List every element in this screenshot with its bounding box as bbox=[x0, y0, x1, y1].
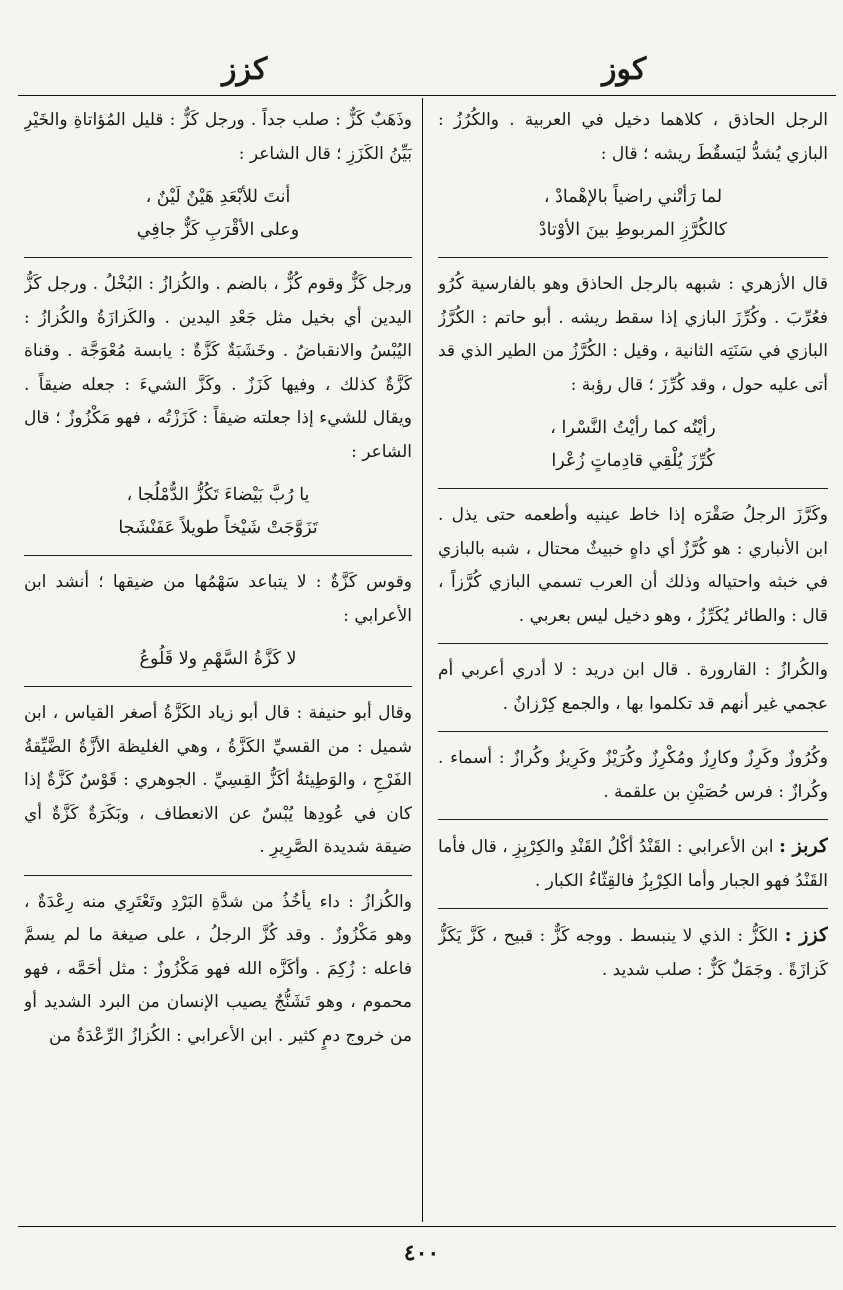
entry-text: ابن الأعرابي : القَنْدُ أكْلُ القَنْدِ والكِرْبِزِ ، قال فأما القَنْدُ فهو الجبار وأما الكِرْبِزُ فالقِثّاءُ الكبار . bbox=[438, 837, 828, 891]
right-header-word: كوز bbox=[602, 52, 647, 87]
verse-line: رأيْتُه كما رأيْتُ النَّسْرا ، bbox=[550, 418, 716, 438]
verse-line: تَزَوَّجَتْ شَيْخاً طويلاً عَفَنْشَجا bbox=[118, 518, 318, 538]
section-separator bbox=[438, 819, 828, 820]
section-separator bbox=[438, 731, 828, 732]
entry-karbaz bbox=[438, 830, 828, 898]
section-separator bbox=[24, 257, 412, 258]
entry-headword: كربز : bbox=[778, 835, 828, 857]
bottom-rule bbox=[18, 1226, 836, 1227]
left-paragraph-3: وقوس كَزَّةٌ : لا يتباعد سَهْمُها من ضيقها ؛ أنشد ابن الأعرابي : bbox=[24, 572, 412, 626]
verse-line: كُرِّزَ يُلْقِي قادِماتٍ زُعْرا bbox=[551, 451, 715, 471]
entry-text: الكَزُّ : الذي لا ينبسط . ووجه كَزٌّ : قبيح ، كَزَّ يَكَزُّ كَزازَةً . وجَمَلٌ كَزٌّ : صلب شديد . bbox=[438, 926, 828, 980]
right-column bbox=[438, 104, 828, 1219]
verse-line: وعلى الأقْرَبِ كَزٌّ جافِي bbox=[136, 220, 300, 240]
verse-line: كالكُرَّزِ المربوطِ بينَ الأوْتادْ bbox=[538, 220, 728, 240]
left-verse-1 bbox=[24, 181, 412, 247]
left-header-word: كزز bbox=[222, 52, 268, 87]
left-paragraph-2: ورجل كَزٌّ وقوم كُزٌّ ، بالضم . والكُزازُ : البُخْلُ . ورجل كَزُّ اليدين أي بخيل مثل جَعْدِ اليدين . والكَزازَةُ والكُزازُ : اليُبْسُ والانقباضُ . وخَشَبَةٌ كَزَّةٌ : يابسة مُعْوَجَّة . وقناة كَزَّةٌ كذلك ، وفيها كَزَزٌ . وكَزَّ الشيءَ : جعله ضيقاً . ويقال للشيء إذا جعلته ضيقاً : كَزَزْتُه ، فهو مَكْزُوزٌ ؛ قال الشاعر : bbox=[24, 274, 412, 462]
section-separator bbox=[438, 257, 828, 258]
left-column bbox=[24, 104, 412, 1219]
left-verse-2 bbox=[24, 479, 412, 545]
right-verse-2 bbox=[438, 412, 828, 478]
verse-line: يا رُبَّ بَيْضاءَ تَكُزُّ الدُّمْلُجا ، bbox=[126, 485, 310, 505]
left-paragraph-5: والكُزازُ : داء يأخُذُ من شدَّةِ البَرْدِ وتَعْتَرِي منه رِعْدَةٌ ، وهو مَكْزُوزٌ . وقد كُزَّ الرجلُ ، على صيغة ما لم يسمَّ فاعله : زُكِمَ . وأكَزَّه الله فهو مَكْزُوزٌ : مثل أحَمَّه ، فهو محموم ، وهو تَشَنُّجٌ يصيب الإنسان من البرد الشديد أو من خروج دمٍ كثير . ابن الأعرابي : الكُزازُ الرِّعْدَةُ من bbox=[24, 891, 412, 1046]
left-verse-3 bbox=[24, 643, 412, 676]
section-separator bbox=[24, 686, 412, 687]
column-divider bbox=[422, 98, 423, 1222]
verse-line: لما رَأتْني راضياً بالإهْمادْ ، bbox=[543, 187, 723, 207]
page-number: ٤٠٠ bbox=[403, 1240, 440, 1266]
right-paragraph-5: وكُرُوزٌ وكَرِزٌ وكارِزٌ ومُكْرِزٌ وكُرَيْزٌ وكَرِيزٌ وكُرازٌ : أسماء . وكُرازٌ : فرس حُصَيْنِ بن علقمة . bbox=[438, 748, 828, 802]
section-separator bbox=[438, 488, 828, 489]
left-paragraph-4: وقال أبو حنيفة : قال أبو زياد الكَزَّةُ أصغر القياس ، ابن شميل : من القسيِّ الكَزَّةُ ، وهي الغليظة الأزَّةُ الضَّيِّقةُ الفَرْجِ ، والوَطِيئةُ أكَزُّ القِسِيِّ . الجوهري : قَوْسٌ كَزَّةٌ إذا كان في عُودِها يُبْسٌ عن الانعطاف ، وبَكَرَةٌ كَزَّةٌ أي ضيقة شديدة الصَّرِيرِ . bbox=[24, 703, 412, 857]
left-paragraph-1: وذَهَبٌ كَزٌّ : صلب جداً . ورجل كَزٌّ : قليل المُؤاتاةِ والخَيْرِ بَيِّنُ الكَزَزِ ؛ قال الشاعر : bbox=[24, 110, 412, 164]
section-separator bbox=[438, 908, 828, 909]
right-paragraph-3: وكَرَّزَ الرجلُ صَقْرَه إذا خاط عينيه وأطعمه حتى يذل . ابن الأنباري : هو كُرَّزٌ أي داهٍ خبيثٌ محتال ، شبه بالبازي في خبثه واحتياله وذلك أن العرب تسمي البازي كُرَّزاً ، قال : والطائر يُكَرِّزُ ، وهو دخيل ليس بعربي . bbox=[438, 505, 828, 626]
right-paragraph-4: والكُرازُ : القارورة . قال ابن دريد : لا أدري أعربي أم عجمي غير أنهم قد تكلموا بها ، والجمع كِرْزانٌ . bbox=[438, 660, 828, 714]
entry-headword: كزز : bbox=[784, 924, 828, 946]
right-paragraph-2: قال الأزهري : شبهه بالرجل الحاذق وهو بالفارسية كُرُو فعُرِّبَ . وكُرِّزَ البازي إذا سقط ريشه . أبو حاتم : الكُرَّزُ البازي في سَنَتِه الثانية ، وقيل : الكُرَّزُ من الطير الذي قد أتى عليه حول ، وقد كُرِّزَ ؛ قال رؤبة : bbox=[438, 274, 828, 395]
verse-line: أنتَ للأبْعَدِ هَيْنٌ لَيْنٌ ، bbox=[145, 187, 291, 207]
section-separator bbox=[24, 555, 412, 556]
section-separator bbox=[24, 875, 412, 876]
right-verse-1 bbox=[438, 181, 828, 247]
right-paragraph-1: الرجل الحاذق ، كلاهما دخيل في العربية . والكُرُزُ : البازي يُشدُّ ليَسقُطَ ريشه ؛ قال : bbox=[438, 110, 828, 164]
top-rule bbox=[18, 95, 836, 96]
verse-line: لا كَزَّةُ السَّهْمِ ولا قَلُوعُ bbox=[139, 649, 297, 669]
entry-kazaz bbox=[438, 919, 828, 987]
section-separator bbox=[438, 643, 828, 644]
